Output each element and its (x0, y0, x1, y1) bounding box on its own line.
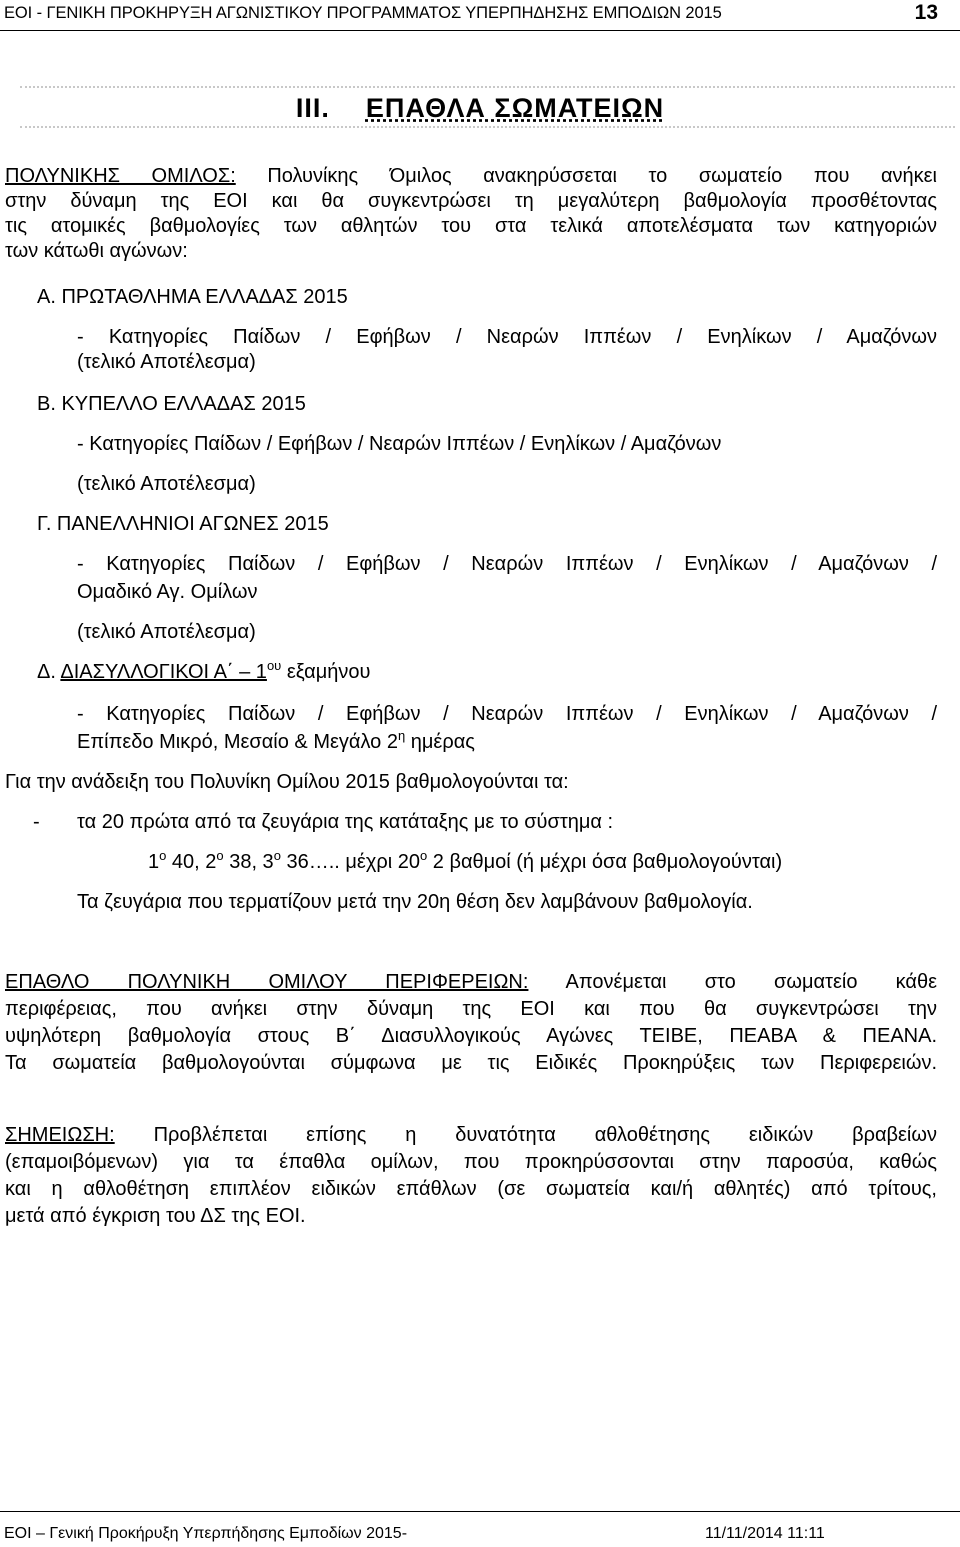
section-heading (0, 90, 960, 126)
item-d-title: Δ. ΔΙΑΣΥΛΛΟΓΙΚΟΙ $A΄ - 1^{o\upsilon}$ εξαμήνου (37, 658, 371, 683)
scoring-note: Τα ζευγάρια που τερματίζουν μετά την 20η θέση δεν λαμβάνουν βαθμολογία. (77, 891, 753, 913)
note-line-2: (επαμοιβόμενων) για τα έπαθλα ομίλων, που προκηρύσσονται στην παροσύα, καθώς (5, 1151, 937, 1173)
dotted-divider (20, 126, 955, 128)
section-number: III. (295, 93, 330, 123)
polyniki-label: ΠΟΛΥΝΙΚΗΣ ΟΜΙΛΟΣ: (5, 165, 236, 187)
polyniki-line-3: τις ατομικές βαθμολογίες των αθλητών του στα τελικά αποτελέσματα των κατηγοριών (5, 215, 937, 237)
item-a-title: Α. ΠΡΩΤΑΘΛΗΜΑ ΕΛΛΑΔΑΣ 2015 (37, 286, 348, 308)
item-c-team: Ομαδικό Αγ. Ομίλων (77, 581, 258, 603)
polyniki-line-4: των κάτωθι αγώνων: (5, 240, 188, 262)
regional-line-1: ΕΠΑΘΛΟ ΠΟΛΥΝΙΚΗ ΟΜΙΛΟΥ ΠΕΡΙΦΕΡΕΙΩΝ: Απονέμεται στο σωματείο κάθε (5, 971, 938, 993)
item-c-result: (τελικό Αποτέλεσμα) (77, 621, 256, 643)
page-header (0, 0, 960, 26)
page-number: 13 (914, 1, 938, 24)
note-line-4: μετά από έγκριση του ΔΣ της ΕΟΙ. (5, 1205, 306, 1227)
regional-label: ΕΠΑΘΛΟ ΠΟΛΥΝΙΚΗ ΟΜΙΛΟΥ ΠΕΡΙΦΕΡΕΙΩΝ: (5, 971, 529, 993)
footer-left: ΕΟΙ – Γενική Προκήρυξη Υπερπήδησης Εμποδίων 2015- (4, 1525, 408, 1542)
scoring-bullet-text: τα 20 πρώτα από τα ζευγάρια της κατάταξης με το σύστημα : (77, 811, 614, 833)
dotted-divider (20, 86, 955, 88)
regional-line-2: περιφέρειας, που ανήκει στην δύναμη της ΕΟΙ και που θα συγκεντρώσει την (5, 998, 937, 1020)
note-line-3: και η αθλοθέτηση επιπλέον ειδικών επάθλων (σε σωματεία και/ή αθλητές) από τρίτους, (5, 1178, 937, 1200)
item-c-title: Γ. ΠΑΝΕΛΛΗΝΙΟΙ ΑΓΩΝΕΣ 2015 (37, 513, 329, 535)
item-a-result: (τελικό Αποτέλεσμα) (77, 351, 256, 373)
scoring-bullet-dash: - (33, 811, 40, 833)
item-b-categories: - Κατηγορίες Παίδων / Εφήβων / Νεαρών Ιππέων / Ενηλίκων / Αμαζόνων (77, 433, 722, 455)
header-rule (0, 30, 960, 31)
item-d-categories: - Κατηγορίες Παίδων / Εφήβων / Νεαρών Ιππέων / Ενηλίκων / Αμαζόνων / (77, 703, 937, 725)
scoring-intro: Για την ανάδειξη του Πολυνίκη Ομίλου 2015 βαθμολογούνται τα: (5, 771, 569, 793)
section-title: ΕΠΑΘΛΑ ΣΩΜΑΤΕΙΩΝ (365, 93, 665, 123)
regional-line-3: υψηλότερη βαθμολογία στους Β΄ Διασυλλογικούς Αγώνες ΤΕΙΒΕ, ΠΕΑΒΑ & ΠΕΑΝΑ. (5, 1025, 937, 1047)
note-line-1: ΣΗΜΕΙΩΣΗ: Προβλέπεται επίσης η δυνατότητα αθλοθέτησης ειδικών βραβείων (5, 1124, 937, 1146)
scoring-points: $1^o$ 40, $2^o$ 38, $3^o$ 36….. μέχρι $20^o$ 2 βαθμοί (ή μέχρι όσα βαθμολογούνται) (148, 848, 783, 873)
item-b-title: Β. ΚΥΠΕΛΛΟ ΕΛΛΑΔΑΣ 2015 (37, 393, 306, 415)
regional-line-4: Τα σωματεία βαθμολογούνται σύμφωνα με τις Ειδικές Προκηρύξεις των Περιφερειών. (5, 1052, 937, 1074)
note-label: ΣΗΜΕΙΩΣΗ: (5, 1124, 115, 1146)
polyniki-line-1: ΠΟΛΥΝΙΚΗΣ ΟΜΙΛΟΣ: Πολυνίκης Όμιλος ανακηρύσσεται το σωματείο που ανήκει (5, 165, 937, 187)
item-b-result: (τελικό Αποτέλεσμα) (77, 473, 256, 495)
item-d-levels: Επίπεδο Μικρό, Μεσαίο & Μεγάλο $2^\eta$ ημέρας (77, 728, 475, 753)
polyniki-line-2: στην δύναμη της ΕΟΙ και θα συγκεντρώσει τη μεγαλύτερη βαθμολογία προσθέτοντας (5, 190, 937, 212)
item-a-categories: - Κατηγορίες Παίδων / Εφήβων / Νεαρών Ιππέων / Ενηλίκων / Αμαζόνων (77, 326, 937, 348)
item-c-categories: - Κατηγορίες Παίδων / Εφήβων / Νεαρών Ιππέων / Ενηλίκων / Αμαζόνων / (77, 553, 937, 575)
footer-rule (0, 1511, 960, 1512)
header-title: ΕΟΙ - ΓΕΝΙΚΗ ΠΡΟΚΗΡΥΞΗ ΑΓΩΝΙΣΤΙΚΟΥ ΠΡΟΓΡΑΜΜΑΤΟΣ ΥΠΕΡΠΗΔΗΣΗΣ ΕΜΠΟΔΙΩΝ 2015 (4, 4, 722, 22)
footer-date: 11/11/2014 11:11 (705, 1525, 825, 1542)
